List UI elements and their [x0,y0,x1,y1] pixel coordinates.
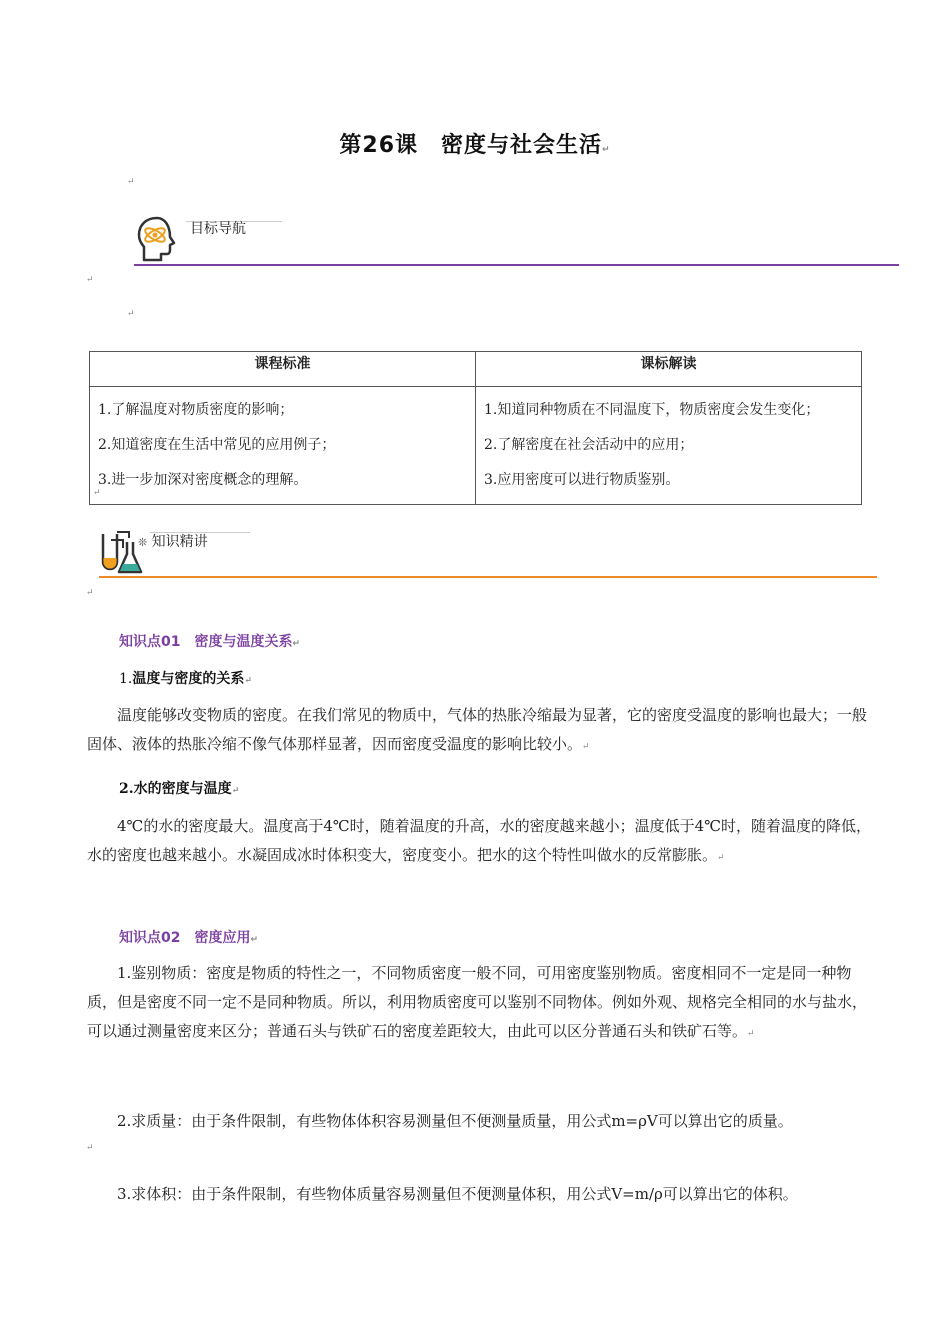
section-label-knowledge: ❊ 知识精讲 [138,534,208,550]
paragraph: 温度能够改变物质的密度。在我们常见的物质中，气体的热胀冷缩最为显著，它的密度受温度的影响也最大；一般固体、液体的热胀冷缩不像气体那样显著，因而密度受温度的影响比较小。↵ [87,706,868,753]
list-item: 3.应用密度可以进行物质鉴别。 [484,472,680,488]
head-atom-icon [135,214,179,264]
table-header: 课标解读 [476,352,862,387]
table-cell [476,387,862,505]
table-cell [90,387,476,505]
table-header: 课程标准 [90,352,476,387]
list-item: 1.知道同种物质在不同温度下，物质密度会发生变化； [484,402,820,418]
paragraph-mark: ↵ [93,488,101,498]
paragraph: 2.求质量：由于条件限制，有些物体体积容易测量但不便测量质量，用公式m=ρV可以算出它的质量。 [117,1112,793,1130]
section-label-goal: 目标导航 [190,221,246,237]
table-row [90,387,862,505]
sparkle-icon: ❊ [138,536,148,549]
section-divider-orange [99,576,877,578]
page-title: 第26课 密度与社会生活↵ [339,133,611,158]
subheading: 1.温度与密度的关系↵ [119,671,252,687]
list-item: 1.了解温度对物质密度的影响； [98,402,294,418]
knowledge-point-title: 知识点01 密度与温度关系↵ [119,634,301,650]
paragraph: 4℃的水的密度最大。温度高于4℃时，随着温度的升高，水的密度越来越小；温度低于4℃时，随着温度的降低，水的密度也越来越小。水凝固成冰时体积变大，密度变小。把水的这个特性叫做水的反常膨胀。↵ [87,817,871,864]
paragraph-mark: ↵ [86,1143,94,1153]
paragraph: 3.求体积：由于条件限制，有些物体质量容易测量但不便测量体积，用公式V=m/ρ可以算出它的体积。 [117,1185,798,1203]
list-item: 2.了解密度在社会活动中的应用； [484,437,694,453]
section-divider-purple [134,264,899,266]
list-item: 3.进一步加深对密度概念的理解。 [98,472,308,488]
table-header-row [90,352,862,387]
list-item: 2.知道密度在生活中常见的应用例子； [98,437,336,453]
knowledge-point-title: 知识点02 密度应用↵ [119,930,259,946]
subheading: 2.水的密度与温度↵ [119,781,240,797]
paragraph: 1.鉴别物质：密度是物质的特性之一，不同物质密度一般不同，可用密度鉴别物质。密度相同不一定是同一种物质，但是密度不同一定不是同种物质。所以，利用物质密度可以鉴别不同物体。例如外观、规格完全相同的水与盐水，可以通过测量密度来区分；普通石头与铁矿石的密度差距较大，由此可以区分普通石头和铁矿石等。↵ [87,964,868,1040]
paragraph-mark: ↵ [127,177,135,187]
paragraph-mark: ↵ [127,309,135,319]
paragraph-mark: ↵ [86,275,94,285]
curriculum-table [89,351,862,505]
paragraph-mark: ↵ [86,588,94,598]
